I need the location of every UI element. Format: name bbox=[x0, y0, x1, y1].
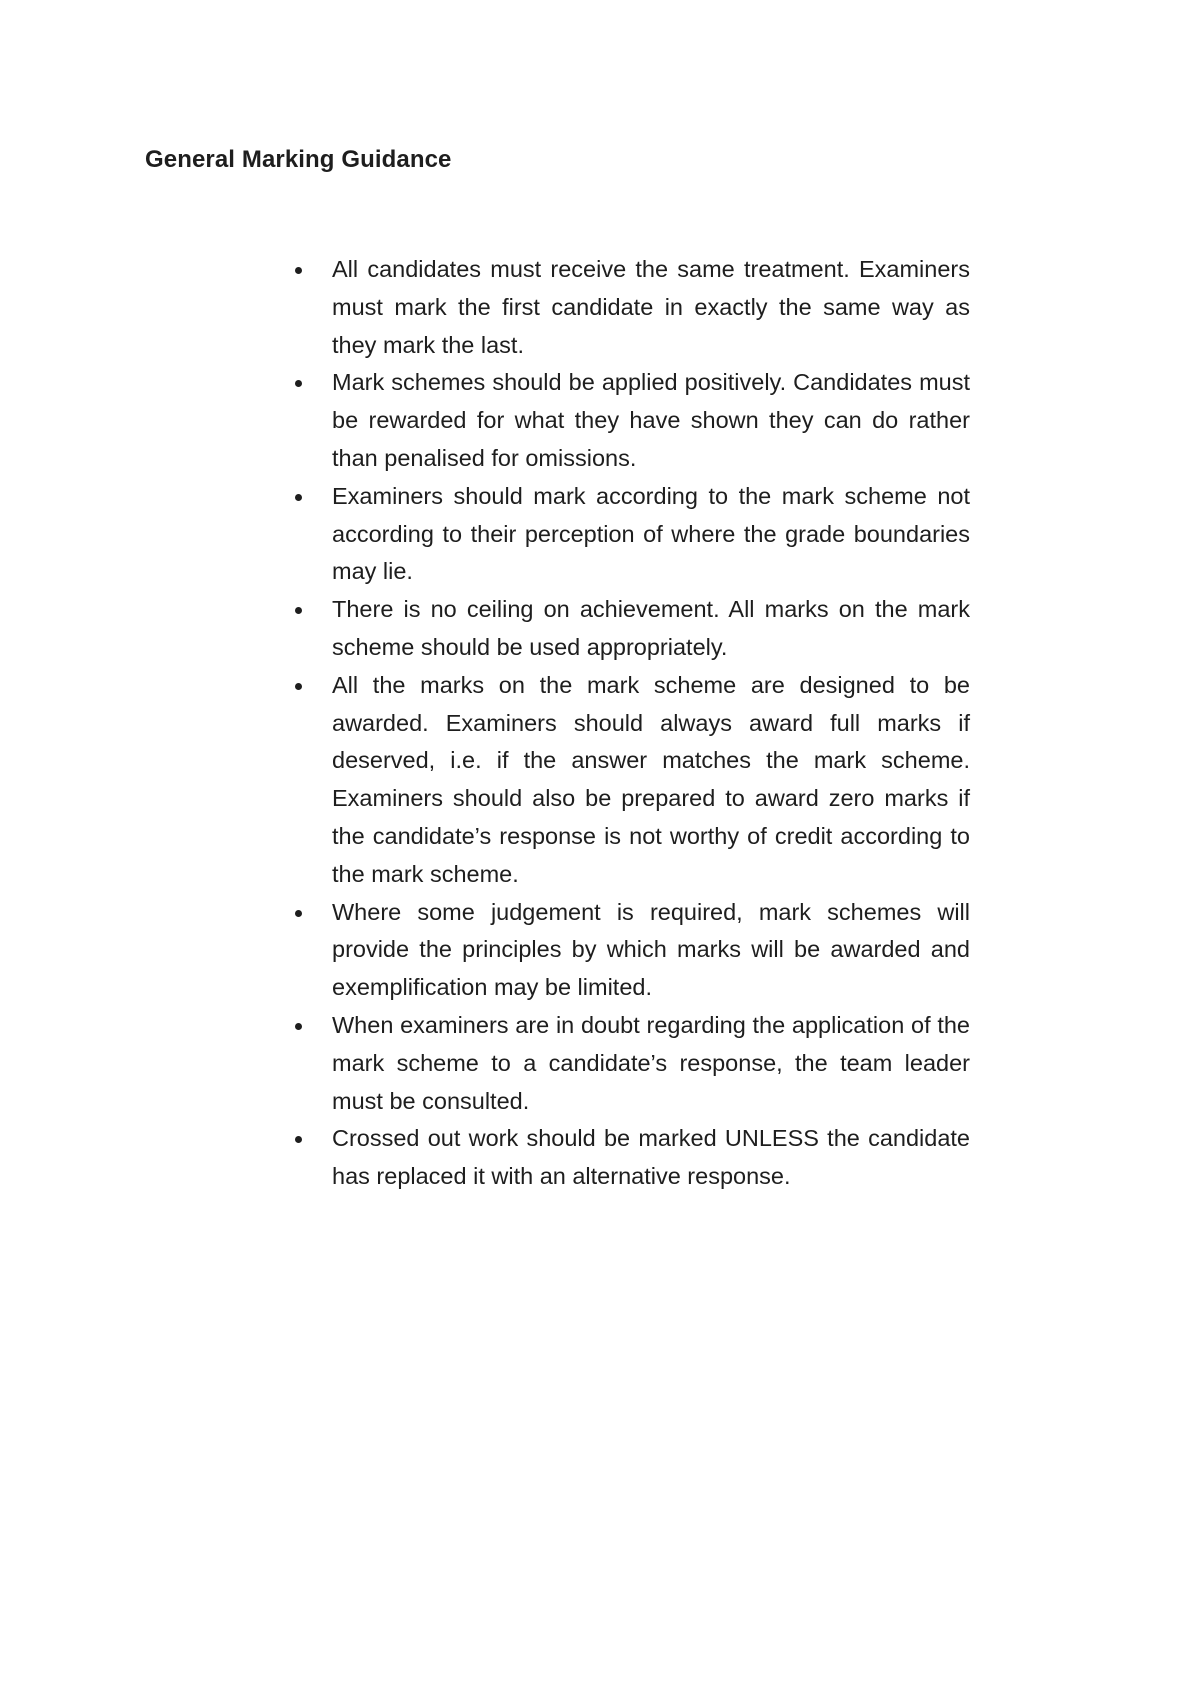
list-item-text: Mark schemes should be applied positively. Candidates must be rewarded for what they have shown they can do rather than penalised for omissions. bbox=[332, 369, 970, 471]
list-item-text: When examiners are in doubt regarding the application of the mark scheme to a candidate’s response, the team leader must be consulted. bbox=[332, 1011, 970, 1114]
list-item-text: All candidates must receive the same treatment. Examiners must mark the first candidate in exactly the same way as they mark the last. bbox=[332, 256, 970, 358]
bullet-icon bbox=[295, 380, 302, 387]
list-item-text: All the marks on the mark scheme are designed to be awarded. Examiners should always award full marks if deserved, i.e. if the answer matches the mark scheme. Examiners should also be prepared to award zero marks if the candidate’s response is not worthy of credit according to the mark scheme. bbox=[332, 671, 970, 887]
guidance-list bbox=[290, 251, 970, 1196]
bullet-icon bbox=[295, 607, 302, 614]
bullet-icon bbox=[295, 910, 302, 917]
bullet-icon bbox=[295, 1023, 302, 1030]
bullet-icon bbox=[295, 494, 302, 501]
list-item-text: There is no ceiling on achievement. All marks on the mark scheme should be used appropriately. bbox=[332, 596, 970, 660]
list-item bbox=[290, 251, 970, 364]
list-item bbox=[290, 894, 970, 1007]
bullet-icon bbox=[295, 267, 302, 274]
list-item bbox=[290, 1120, 970, 1196]
list-item-text: Where some judgement is required, mark schemes will provide the principles by which marks will be awarded and exemplification may be limited. bbox=[332, 898, 970, 1001]
bullet-icon bbox=[295, 683, 302, 690]
list-item-text: Examiners should mark according to the mark scheme not according to their perception of where the grade boundaries may lie. bbox=[332, 482, 970, 585]
list-item bbox=[290, 591, 970, 667]
list-item-text: Crossed out work should be marked UNLESS the candidate has replaced it with an alternative response. bbox=[332, 1125, 970, 1190]
list-item bbox=[290, 478, 970, 591]
page-title: General Marking Guidance bbox=[145, 146, 452, 173]
list-item bbox=[290, 667, 970, 894]
bullet-icon bbox=[295, 1136, 302, 1143]
list-item bbox=[290, 1007, 970, 1120]
list-item bbox=[290, 364, 970, 477]
